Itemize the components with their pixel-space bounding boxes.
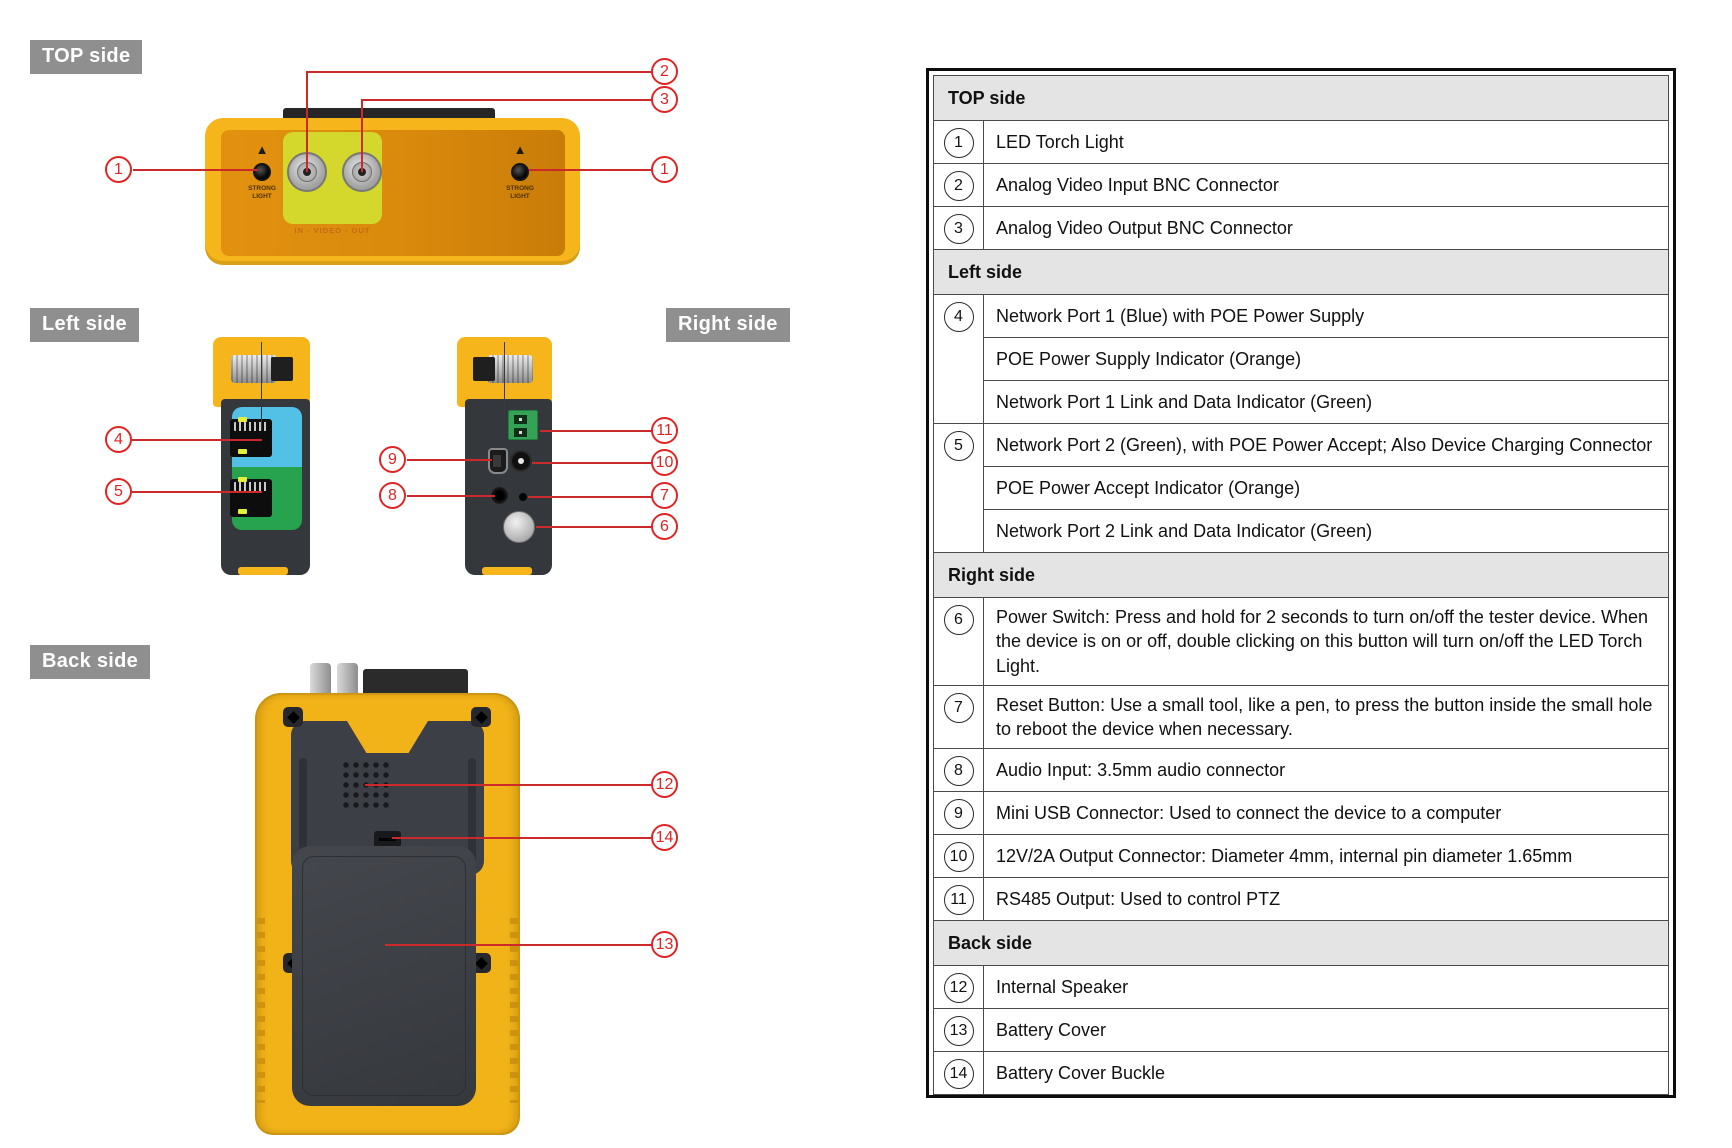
table-row	[934, 207, 1669, 250]
callout-number-cell	[934, 1052, 984, 1095]
badge-left-side: Left side	[30, 308, 139, 342]
axis-line	[261, 342, 262, 430]
table-row	[934, 338, 1669, 381]
leader-line	[133, 169, 258, 171]
circled-number: 12	[944, 973, 974, 1003]
callout-5: 5	[105, 478, 132, 505]
circled-number: 5	[944, 431, 974, 461]
table-section-row	[934, 250, 1669, 295]
back-side-view	[255, 663, 520, 1135]
callout-8: 8	[379, 482, 406, 509]
table-cell-description: Analog Video Input BNC Connector	[984, 164, 1669, 207]
circled-number: 4	[944, 302, 974, 332]
callout-number-cell	[934, 792, 984, 835]
callout-number-cell	[934, 878, 984, 921]
screw	[471, 707, 491, 727]
table-row	[934, 381, 1669, 424]
table-row	[934, 164, 1669, 207]
link-data-led	[238, 509, 247, 514]
circled-number: 2	[944, 171, 974, 201]
callout-14: 14	[651, 824, 678, 851]
table-cell-description: Network Port 1 Link and Data Indicator (Green)	[984, 381, 1669, 424]
callout-12: 12	[651, 771, 678, 798]
network-port-1	[230, 419, 272, 457]
rs485-terminal-block	[508, 410, 538, 440]
table-row	[934, 121, 1669, 164]
table-row	[934, 685, 1669, 749]
battery-cover	[292, 846, 476, 1106]
table-row	[934, 295, 1669, 338]
torch-light-right	[511, 163, 529, 181]
callout-13: 13	[651, 931, 678, 958]
table-row	[934, 792, 1669, 835]
table-cell-description: LED Torch Light	[984, 121, 1669, 164]
table-cell-description: RS485 Output: Used to control PTZ	[984, 878, 1669, 921]
callout-1: 1	[105, 156, 132, 183]
table-cell-description: Analog Video Output BNC Connector	[984, 207, 1669, 250]
table-section-header: Back side	[934, 921, 1669, 966]
table-row	[934, 598, 1669, 686]
leader-line	[365, 784, 652, 786]
circled-number: 7	[944, 693, 974, 723]
table-cell-description: Internal Speaker	[984, 966, 1669, 1009]
table-section-header: TOP side	[934, 76, 1669, 121]
table-cell-description: Battery Cover Buckle	[984, 1052, 1669, 1095]
device-foot	[238, 567, 288, 575]
circled-number: 13	[944, 1016, 974, 1046]
callout-number-cell	[934, 749, 984, 792]
callout-number-cell	[934, 424, 984, 553]
callout-6: 6	[651, 513, 678, 540]
bnc-profile-dark	[473, 357, 495, 381]
circled-number: 6	[944, 605, 974, 635]
callout-11: 11	[651, 417, 678, 444]
callout-number-cell	[934, 1009, 984, 1052]
circled-number: 9	[944, 799, 974, 829]
spec-table	[933, 75, 1669, 1095]
table-row	[934, 966, 1669, 1009]
circled-number: 14	[944, 1059, 974, 1089]
power-button	[503, 511, 535, 543]
strong-light-label: STRONG LIGHT	[506, 185, 534, 200]
table-row	[934, 467, 1669, 510]
torch-light-left	[253, 163, 271, 181]
callout-10: 10	[651, 449, 678, 476]
callout-number-cell	[934, 966, 984, 1009]
circled-number: 11	[944, 885, 974, 915]
table-row	[934, 510, 1669, 553]
leader-line	[361, 99, 363, 172]
table-section-header: Left side	[934, 250, 1669, 295]
top-view	[205, 108, 580, 265]
callout-number-cell	[934, 121, 984, 164]
strong-light-label: STRONG LIGHT	[248, 185, 276, 200]
table-row	[934, 835, 1669, 878]
table-cell-description: Reset Button: Use a small tool, like a pen, to press the button inside the small hole to reboot the device when necessary.	[984, 685, 1669, 749]
leader-line	[407, 459, 492, 461]
circled-number: 1	[944, 128, 974, 158]
table-cell-description: Network Port 1 (Blue) with POE Power Supply	[984, 295, 1669, 338]
badge-right-side: Right side	[666, 308, 790, 342]
badge-back-side: Back side	[30, 645, 150, 679]
table-cell-description: Battery Cover	[984, 1009, 1669, 1052]
leader-line	[528, 496, 652, 498]
table-section-row	[934, 553, 1669, 598]
table-section-row	[934, 76, 1669, 121]
mini-usb-port	[488, 448, 508, 474]
poe-accept-led	[238, 477, 247, 482]
warning-icon: ▲	[513, 142, 527, 157]
bnc-profile-dark	[271, 357, 293, 381]
axis-line	[504, 342, 505, 420]
leader-line	[307, 71, 652, 73]
leader-line	[362, 99, 652, 101]
callout-4: 4	[105, 426, 132, 453]
device-foot	[482, 567, 532, 575]
leader-line	[540, 430, 652, 432]
table-cell-description: POE Power Supply Indicator (Orange)	[984, 338, 1669, 381]
leader-line	[132, 491, 262, 493]
table-row	[934, 749, 1669, 792]
table-cell-description: Mini USB Connector: Used to connect the device to a computer	[984, 792, 1669, 835]
leader-line	[407, 495, 495, 497]
table-section-header: Right side	[934, 553, 1669, 598]
table-row	[934, 424, 1669, 467]
table-cell-description: Audio Input: 3.5mm audio connector	[984, 749, 1669, 792]
table-cell-description: Power Switch: Press and hold for 2 seconds to turn on/off the tester device. When the device is on or off, double clicking on this button will turn on/off the LED Torch Light.	[984, 598, 1669, 686]
circled-number: 3	[944, 214, 974, 244]
callout-3: 3	[651, 86, 678, 113]
leader-line	[306, 71, 308, 172]
table-cell-description: 12V/2A Output Connector: Diameter 4mm, internal pin diameter 1.65mm	[984, 835, 1669, 878]
callout-number-cell	[934, 207, 984, 250]
leader-line	[132, 439, 262, 441]
callout-number-cell	[934, 835, 984, 878]
circled-number: 8	[944, 756, 974, 786]
leader-line	[385, 944, 652, 946]
link-data-led	[238, 449, 247, 454]
leader-line	[392, 837, 652, 839]
screw	[283, 707, 303, 727]
callout-number-cell	[934, 164, 984, 207]
leader-line	[536, 526, 652, 528]
callout-number-cell	[934, 295, 984, 424]
dc-output-jack	[510, 450, 532, 472]
network-port-2	[230, 479, 272, 517]
callout-2: 2	[651, 58, 678, 85]
spec-table-frame	[926, 68, 1676, 1098]
badge-top-side: TOP side	[30, 40, 142, 74]
table-row	[934, 878, 1669, 921]
callout-1: 1	[651, 156, 678, 183]
side-notches	[257, 918, 265, 1103]
table-cell-description: POE Power Accept Indicator (Orange)	[984, 467, 1669, 510]
callout-9: 9	[379, 446, 406, 473]
callout-7: 7	[651, 482, 678, 509]
side-groove	[468, 758, 476, 863]
table-cell-description: Network Port 2 (Green), with POE Power Accept; Also Device Charging Connector	[984, 424, 1669, 467]
bnc-panel-label: IN - VIDEO - OUT	[294, 226, 371, 235]
reset-hole	[519, 493, 527, 501]
warning-icon: ▲	[255, 142, 269, 157]
leader-line	[529, 169, 652, 171]
callout-number-cell	[934, 685, 984, 749]
poe-supply-led	[238, 417, 247, 422]
leader-line	[532, 462, 652, 464]
table-row	[934, 1009, 1669, 1052]
callout-number-cell	[934, 598, 984, 686]
table-row	[934, 1052, 1669, 1095]
table-cell-description: Network Port 2 Link and Data Indicator (Green)	[984, 510, 1669, 553]
circled-number: 10	[944, 842, 974, 872]
table-section-row	[934, 921, 1669, 966]
